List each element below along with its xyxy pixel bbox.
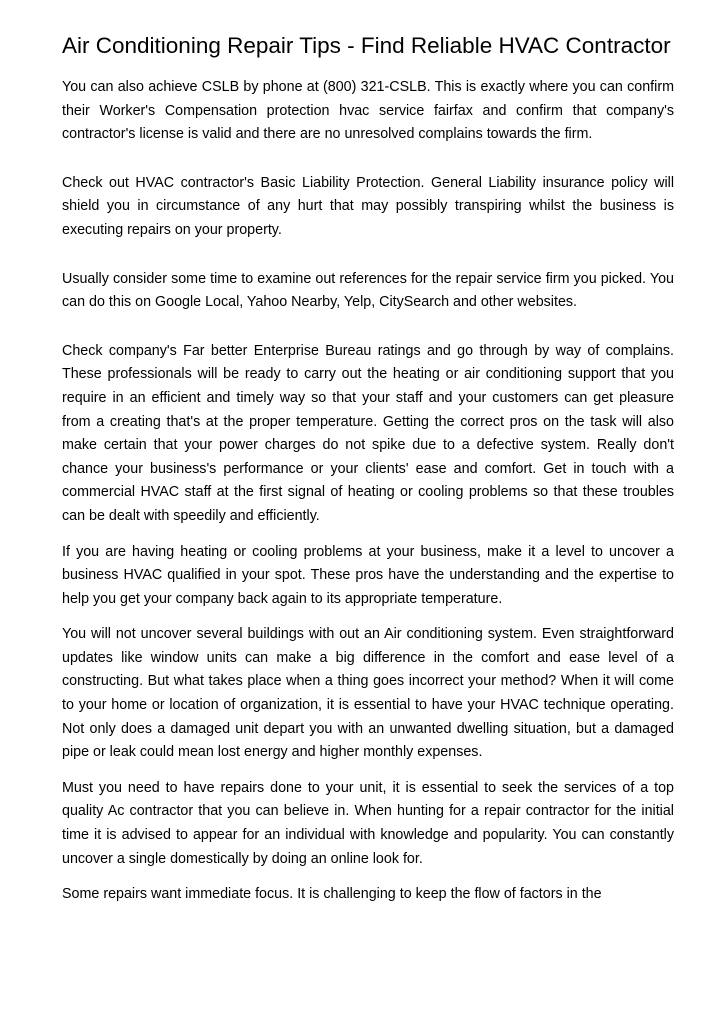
paragraph: You will not uncover several buildings with out an Air conditioning system. Even straightforward updates like window units can make a big difference in the comfort and ease level of a constructing. But what takes place when a thing goes incorrect your method? When it will come to your home or location of organization, it is essential to have your HVAC technique operating. Not only does a damaged unit depart you with an unwanted dwelling situation, but a damaged pipe or leak could mean lost energy and higher monthly expenses. — [62, 626, 674, 761]
paragraph: Check out HVAC contractor's Basic Liability Protection. General Liability insurance policy will shield you in circumstance of any hurt that may possibly transpiring whilst the business is executing repairs on your property. — [62, 174, 674, 238]
paragraph: Check company's Far better Enterprise Bureau ratings and go through by way of complains. These professionals will be ready to carry out the heating or air conditioning support that you require in an efficient and timely way so that your staff and your customers can get pleasure from a creating that's at the proper temperature. Getting the correct pros on the task will also make certain that your power charges do not spike due to a defective system. Really don't chance your business's performance or your clients' ease and comfort. Get in touch with a commercial HVAC staff at the first signal of heating or cooling problems so that these troubles can be dealt with speedily and efficiently. — [62, 342, 674, 524]
paragraph: Some repairs want immediate focus. It is challenging to keep the flow of factors in the — [62, 886, 602, 903]
paragraph: If you are having heating or cooling problems at your business, make it a level to uncover a business HVAC qualified in your spot. These pros have the understanding and the expertise to help you get your company back again to its appropriate temperature. — [62, 543, 674, 607]
paragraph: Usually consider some time to examine out references for the repair service firm you picked. You can do this on Google Local, Yahoo Nearby, Yelp, CitySearch and other websites. — [62, 270, 674, 311]
paragraph: Must you need to have repairs done to your unit, it is essential to seek the services of a top quality Ac contractor that you can believe in. When hunting for a repair contractor for the initial time it is advised to appear for an individual with knowledge and popularity. You can constantly uncover a single domestically by doing an online look for. — [62, 779, 674, 867]
page-title: Air Conditioning Repair Tips - Find Reliable HVAC Contractor — [62, 33, 671, 58]
document-page — [62, 31, 674, 907]
paragraph: You can also achieve CSLB by phone at (800) 321-CSLB. This is exactly where you can confirm their Worker's Compensation protection hvac service fairfax and confirm that company's contractor's license is valid and there are no unresolved complains towards the firm. — [62, 79, 674, 143]
